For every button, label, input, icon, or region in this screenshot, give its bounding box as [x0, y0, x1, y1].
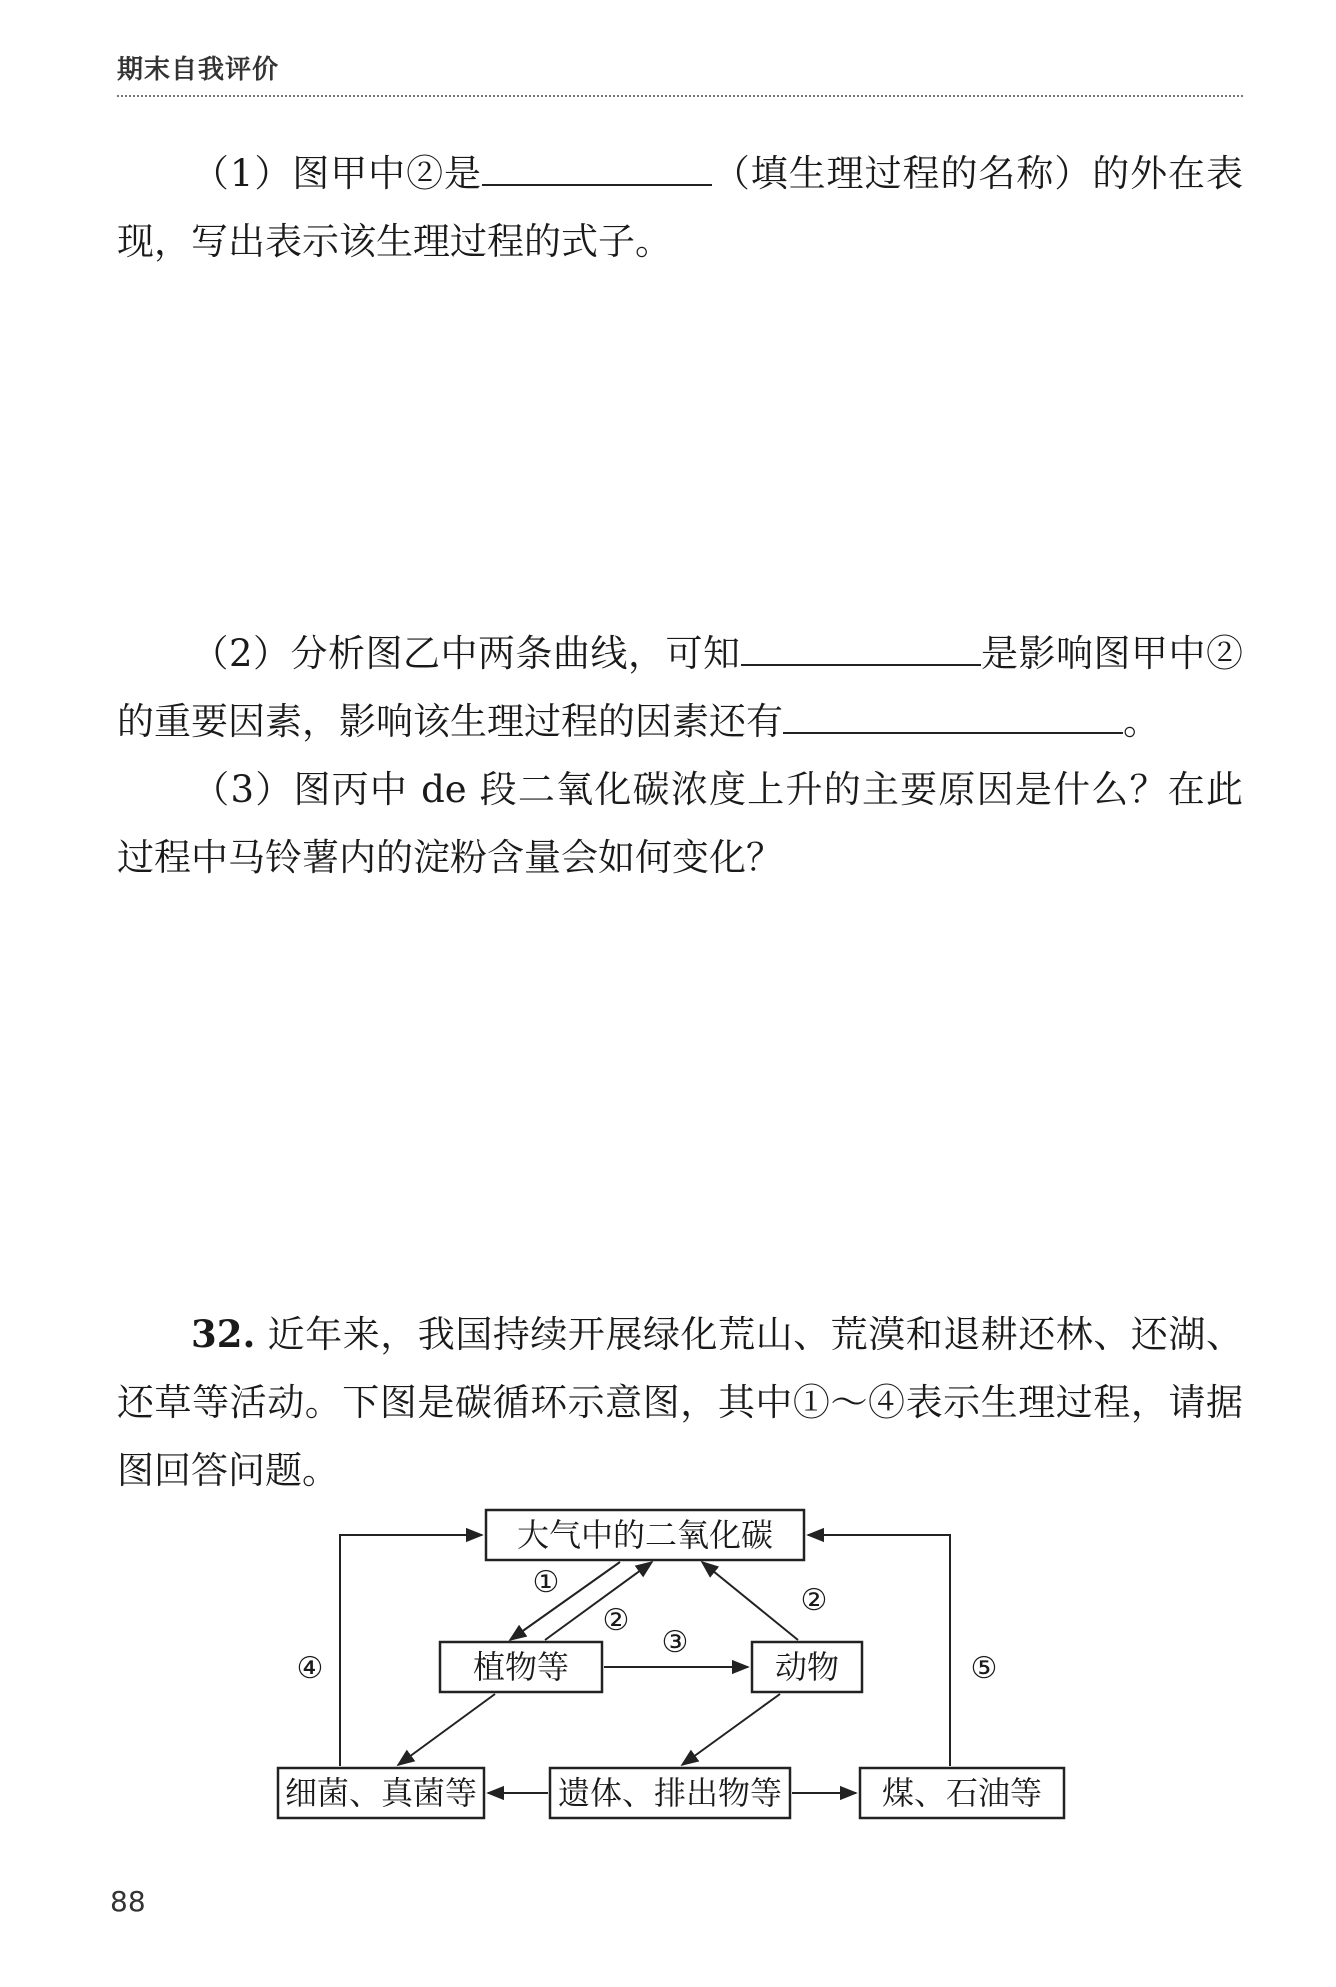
q31-part2-middle: 是影响图甲中②的重要因素，影响该生理过程的因素还有 [117, 632, 1244, 743]
node-animals-label: 动物 [774, 1648, 840, 1686]
label-process-1: ① [532, 1565, 560, 1600]
node-coal-oil-label: 煤、石油等 [881, 1774, 1043, 1812]
q31-part2-blank-1[interactable] [741, 634, 981, 666]
q31-part1 [117, 140, 1243, 276]
label-process-2-animals: ② [800, 1583, 828, 1618]
q32-stem [117, 1300, 1243, 1505]
node-bacteria-fungi-label: 细菌、真菌等 [284, 1774, 478, 1812]
arrow-animals-to-co2 [702, 1562, 798, 1640]
arrow-plants-to-co2 [545, 1562, 652, 1640]
page-number: 88 [110, 1885, 146, 1918]
q32-number: 32. [191, 1312, 256, 1356]
q31-part2-prefix: （2）分析图乙中两条曲线，可知 [191, 632, 741, 675]
node-atmosphere-co2 [486, 1510, 804, 1560]
label-process-5: ⑤ [970, 1651, 998, 1686]
q32-text: 近年来，我国持续开展绿化荒山、荒漠和退耕还林、还湖、还草等活动。下图是碳循环示意图，其中①～④表示生理过程，请据图回答问题。 [117, 1313, 1243, 1492]
node-atmosphere-co2-label: 大气中的二氧化碳 [516, 1516, 774, 1554]
arrow-plants-to-bacteria [398, 1694, 495, 1765]
node-plants-label: 植物等 [472, 1648, 570, 1686]
arrow-animals-to-remains [682, 1694, 780, 1765]
label-process-4: ④ [296, 1651, 324, 1686]
label-process-2-plants: ② [602, 1603, 630, 1638]
node-animals [752, 1642, 862, 1692]
label-process-3: ③ [661, 1625, 689, 1660]
q31-part1-prefix: （1）图甲中②是 [191, 152, 482, 195]
carbon-cycle-diagram [270, 1490, 1090, 1850]
q31-part1-suffix: （填生理过程的名称）的外在表现，写出表示该生理过程的式子。 [117, 152, 1243, 263]
q31-part1-answer-blank[interactable] [482, 154, 712, 186]
page-header [117, 50, 1243, 97]
node-remains-excreta [550, 1768, 790, 1818]
q31-part2 [117, 620, 1243, 756]
q31-part2-suffix: 。 [1123, 700, 1160, 743]
header-title: 期末自我评价 [117, 55, 280, 85]
node-remains-excreta-label: 遗体、排出物等 [557, 1774, 783, 1812]
q31-part3-text: （3）图丙中 de 段二氧化碳浓度上升的主要原因是什么？在此过程中马铃薯内的淀粉含量会如何变化？ [117, 768, 1243, 879]
q31-part2-blank-2[interactable] [783, 702, 1123, 734]
node-bacteria-fungi [278, 1768, 484, 1818]
q31-part3 [117, 756, 1243, 892]
node-coal-oil [860, 1768, 1064, 1818]
node-plants [440, 1642, 602, 1692]
